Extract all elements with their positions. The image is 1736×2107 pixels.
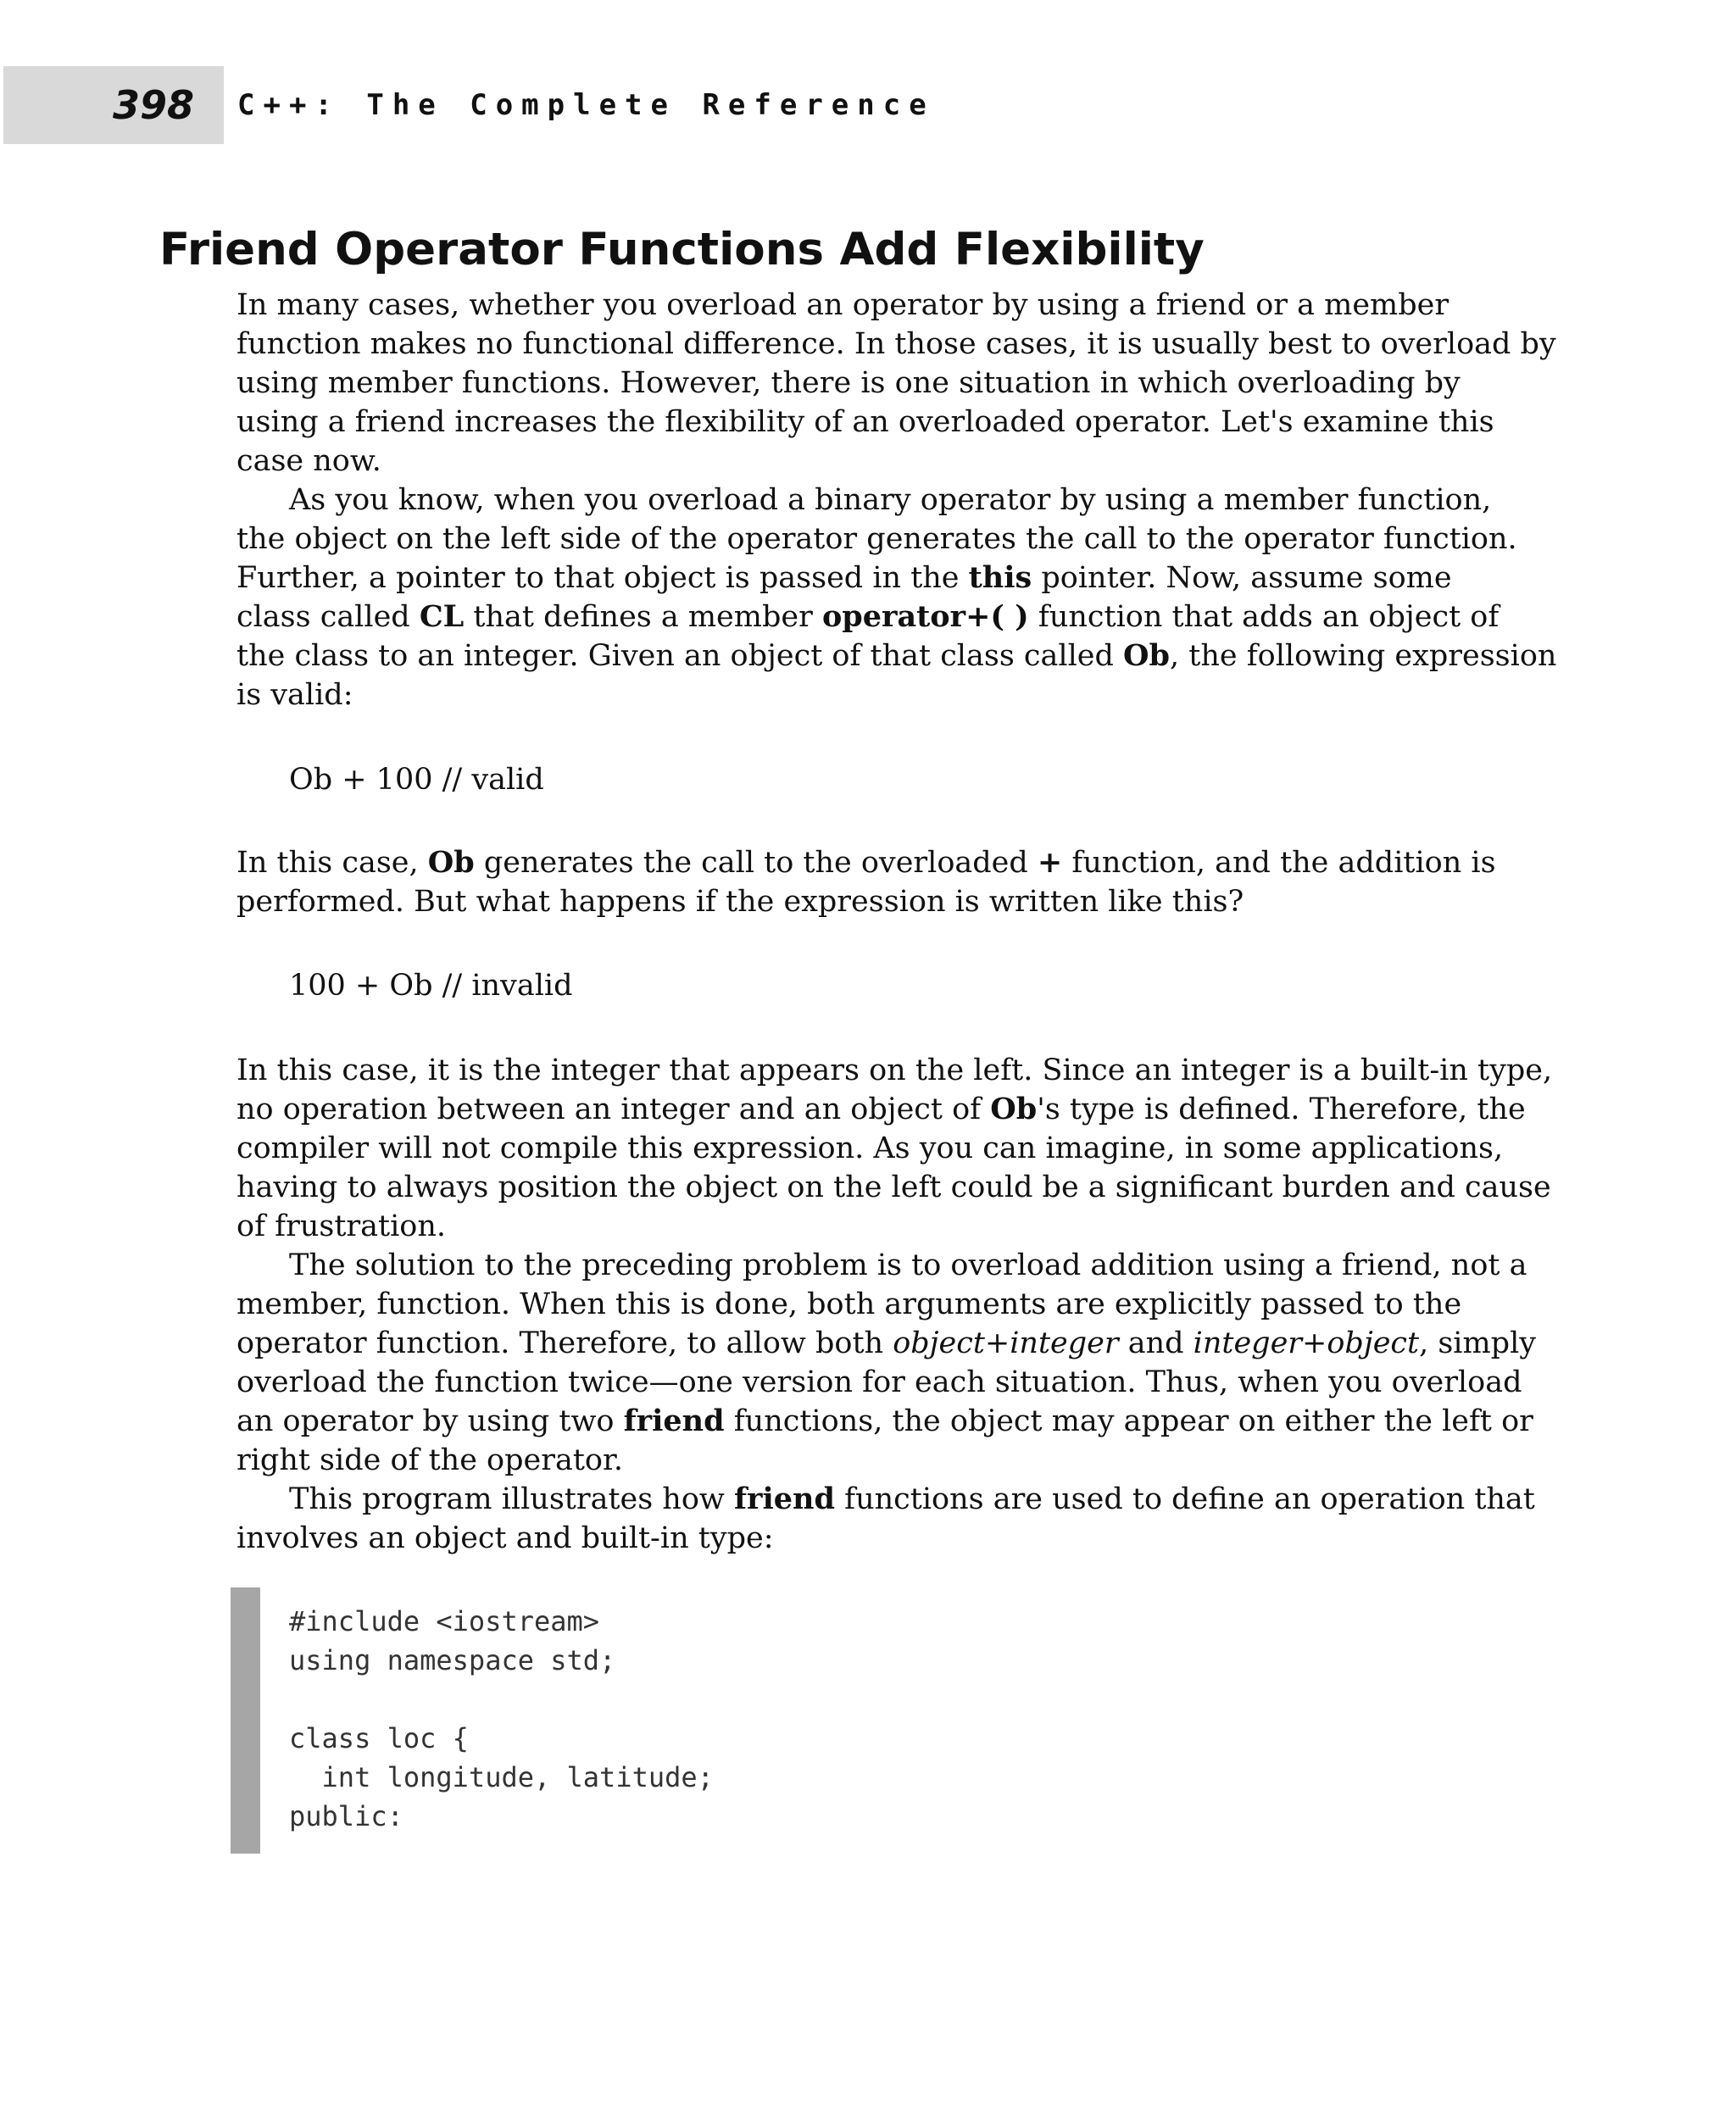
text-line: In many cases, whether you overload an operator by using a friend or a member <box>236 288 1449 322</box>
keyword-friend: friend <box>734 1482 835 1516</box>
page-number-tab <box>3 66 224 144</box>
text-line: compiler will not compile this expression. As you can imagine, in some applications, <box>236 1131 1504 1165</box>
text-line: The solution to the preceding problem is to overload addition using a friend, not a <box>289 1248 1527 1282</box>
text-line: performed. But what happens if the expression is written like this? <box>236 885 1244 919</box>
class-name-cl: CL <box>419 599 465 634</box>
paragraph-4 <box>236 1051 1553 1246</box>
text-line: member, function. When this is done, both arguments are explicitly passed to the <box>236 1287 1462 1321</box>
paragraph-5 <box>236 1246 1537 1480</box>
keyword-friend: friend <box>623 1404 725 1438</box>
text-line: no operation between an integer and an object of Ob's type is defined. Therefore, the <box>236 1092 1526 1126</box>
text-line: This program illustrates how friend functions are used to define an operation that <box>289 1482 1535 1516</box>
term-integer-object: integer+object <box>1193 1326 1420 1360</box>
keyword-this: this <box>968 560 1032 595</box>
text-line: using member functions. However, there is one situation in which overloading by <box>236 366 1461 400</box>
code-line <box>289 1680 714 1719</box>
text-line: an operator by using two friend functions, the object may appear on either the left or <box>236 1404 1533 1438</box>
text-line: involves an object and built-in type: <box>236 1521 774 1555</box>
object-name-ob: Ob <box>1123 638 1170 673</box>
text-line: In this case, Ob generates the call to the overloaded + function, and the addition is <box>236 845 1496 880</box>
code-listing <box>289 1602 714 1836</box>
paragraph-6 <box>236 1480 1535 1558</box>
term-object-integer: object+integer <box>893 1326 1119 1360</box>
running-header <box>0 66 1736 144</box>
example-expression-valid: Ob + 100 // valid <box>289 763 544 797</box>
running-head-title: C++: The Complete Reference <box>237 88 935 122</box>
text-line: Further, a pointer to that object is passed in the this pointer. Now, assume some <box>236 560 1452 595</box>
text-line: function makes no functional difference. In those cases, it is usually best to overload by <box>236 327 1556 361</box>
text-line: the class to an integer. Given an object of that class called Ob, the following expression <box>236 638 1557 673</box>
paragraph-3 <box>236 843 1496 921</box>
text-line: operator function. Therefore, to allow both object+integer and integer+object, simply <box>236 1326 1537 1360</box>
text-line: class called CL that defines a member operator+( ) function that adds an object of <box>236 599 1500 634</box>
text-line: As you know, when you overload a binary operator by using a member function, <box>289 483 1492 517</box>
code-line: using namespace std; <box>289 1644 616 1676</box>
section-title: Friend Operator Functions Add Flexibility <box>159 224 1205 275</box>
object-name-ob: Ob <box>990 1092 1038 1126</box>
text-line: case now. <box>236 444 381 478</box>
code-line: class loc { <box>289 1722 469 1754</box>
paragraph-2 <box>236 481 1557 714</box>
text-line: overload the function twice—one version for each situation. Thus, when you overload <box>236 1365 1522 1399</box>
paragraph-1 <box>236 286 1556 481</box>
plus-operator: + <box>1037 845 1063 880</box>
text-line: having to always position the object on the left could be a significant burden and cause <box>236 1170 1551 1204</box>
code-line: int longitude, latitude; <box>289 1761 714 1793</box>
text-line: of frustration. <box>236 1209 446 1243</box>
code-listing-bar <box>231 1587 260 1854</box>
example-expression-invalid: 100 + Ob // invalid <box>289 969 573 1003</box>
text-line: the object on the left side of the operator generates the call to the operator function. <box>236 522 1517 556</box>
text-line: is valid: <box>236 678 353 712</box>
page-number: 398 <box>112 82 194 128</box>
code-line: public: <box>289 1800 403 1832</box>
text-line: In this case, it is the integer that appears on the left. Since an integer is a built-in type, <box>236 1054 1553 1087</box>
operator-plus-name: operator+( ) <box>821 599 1029 634</box>
text-line: using a friend increases the flexibility of an overloaded operator. Let's examine this <box>236 405 1494 439</box>
text-line: right side of the operator. <box>236 1443 623 1477</box>
code-line: #include <iostream> <box>289 1605 600 1637</box>
object-name-ob: Ob <box>427 845 475 880</box>
